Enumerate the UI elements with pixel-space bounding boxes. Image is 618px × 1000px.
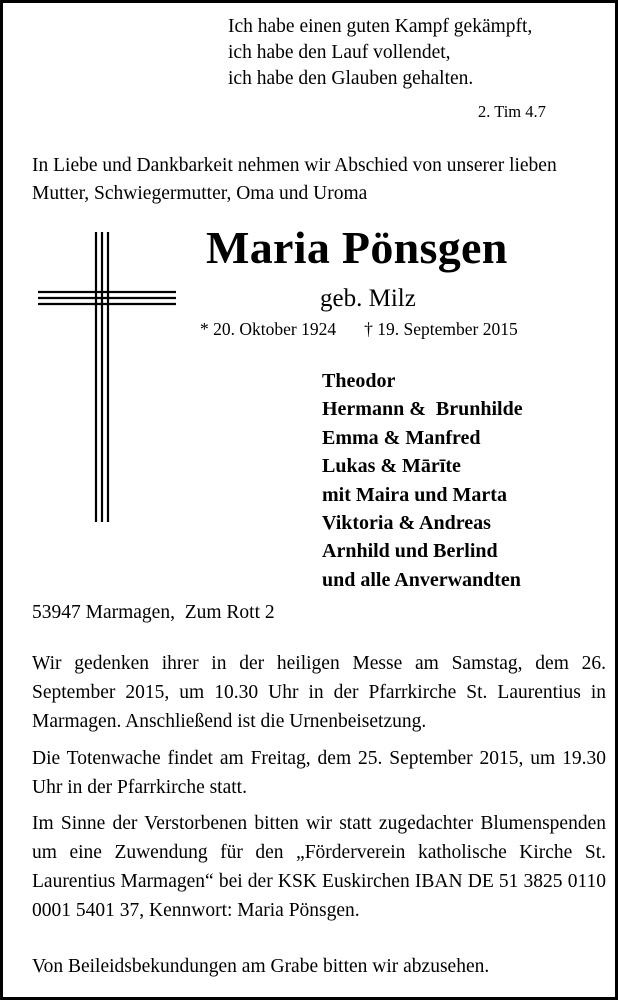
mourners-list (322, 367, 523, 594)
life-dates (200, 319, 518, 340)
verse-reference: 2. Tim 4.7 (478, 102, 546, 121)
death-date: † 19. September 2015 (364, 319, 518, 339)
mourner: Arnhild und Berlind (322, 540, 498, 563)
verse-line: ich habe den Lauf vollendet, (228, 42, 451, 63)
intro-text: In Liebe und Dankbarkeit nehmen wir Abschied von unserer lieben Mutter, Schwiegermutter, Oma und Uroma (32, 155, 557, 204)
mass-paragraph: Wir gedenken ihrer in der heiligen Messe am Samstag, dem 26. September 2015, um 10.30 Uhr in der Pfarrkirche St. Laurentius in Marmagen. Anschließend ist die Urnenbeisetzung. (32, 653, 606, 732)
donation-paragraph: Im Sinne der Verstorbenen bitten wir statt zugedachter Blumenspenden um eine Zuwendung für den „Förderverein katholische Kirche St. Laurentius Marmagen“ bei der KSK Euskirchen IBAN DE 51 3825 0110 0001 5401 37, Kennwort: Maria Pönsgen. (32, 813, 606, 921)
birth-name: geb. Milz (320, 285, 416, 312)
mourner: und alle Anverwandten (322, 568, 521, 591)
closing-line: Von Beileidsbekundungen am Grabe bitten wir abzusehen. (32, 956, 490, 977)
birth-date: * 20. Oktober 1924 (200, 319, 337, 339)
verse-line: ich habe den Glauben gehalten. (228, 68, 474, 89)
deceased-name: Maria Pönsgen (206, 222, 508, 273)
mourner: Hermann & Brunhilde (322, 398, 523, 421)
mourner: mit Maira und Marta (322, 483, 507, 506)
verse-line: Ich habe einen guten Kampf gekämpft, (228, 16, 533, 37)
mourner: Theodor (322, 370, 396, 392)
address: 53947 Marmagen, Zum Rott 2 (32, 602, 275, 623)
mourner: Emma & Manfred (322, 426, 481, 449)
vigil-paragraph: Die Totenwache findet am Freitag, dem 25. September 2015, um 19.30 Uhr in der Pfarrkirche statt. (32, 748, 606, 798)
mourner: Viktoria & Andreas (322, 512, 491, 535)
mourner: Lukas & Mārīte (322, 455, 461, 478)
bible-verse (228, 14, 532, 92)
cross-icon (32, 222, 182, 532)
